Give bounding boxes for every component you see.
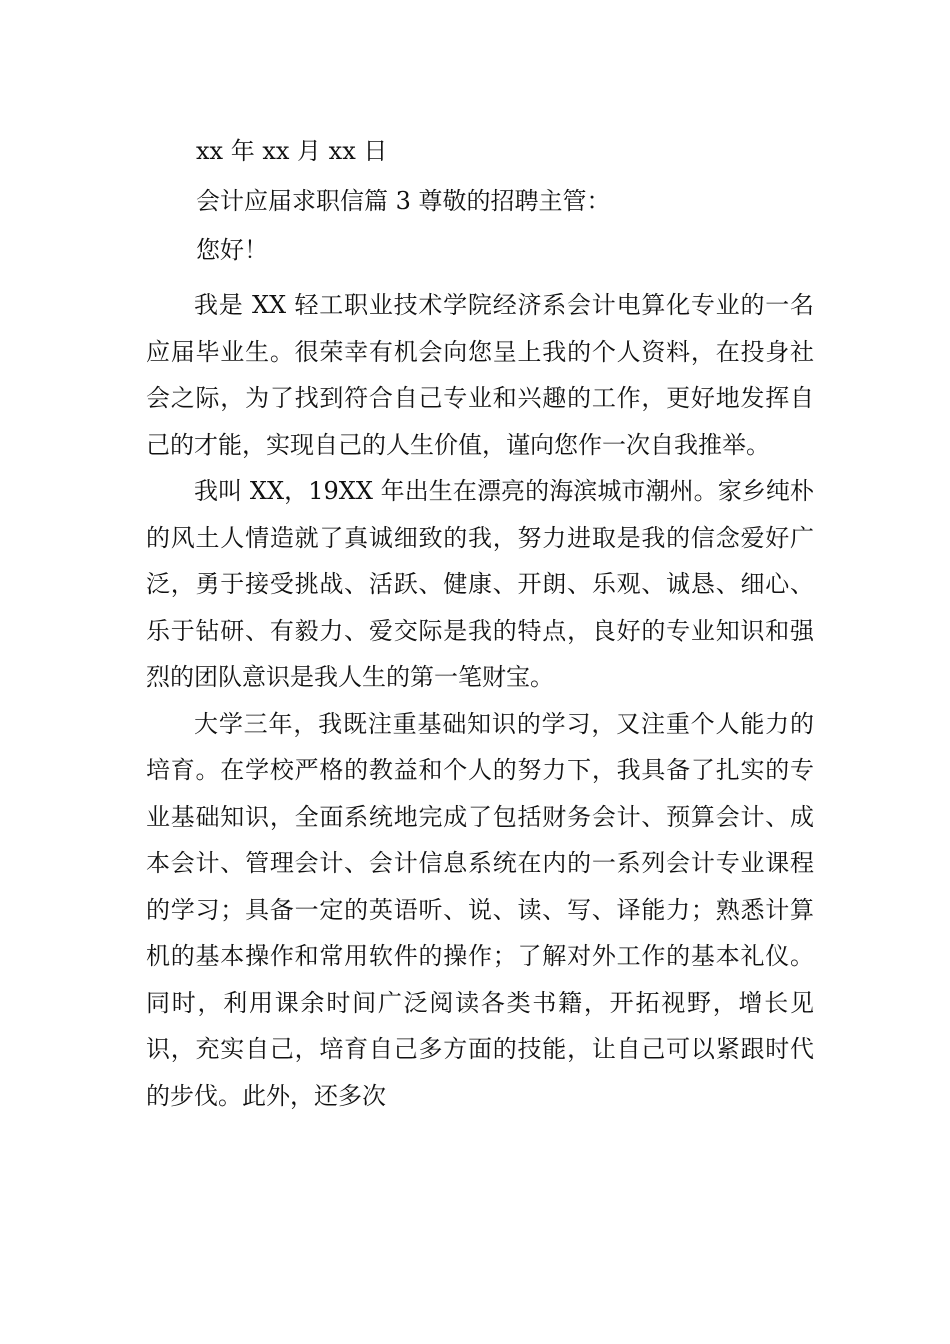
- letter-title: 会计应届求职信篇 3 尊敬的招聘主管：: [196, 187, 611, 215]
- letter-date: xx 年 xx 月 xx 日: [196, 137, 388, 165]
- body-paragraph-education: 大学三年，我既注重基础知识的学习，又注重个人能力的培育。在学校严格的教益和个人的努力下，我具备了扎实的专业基础知识，全面系统地完成了包括财务会计、预算会计、成本会计、管理会计、会计信息系统在内的一系列会计专业课程的学习；具备一定的英语听、说、读、写、译能力；熟悉计算机的基本操作和常用软件的操作；了解对外工作的基本礼仪。同时，利用课余时间广泛阅读各类书籍，开拓视野，增长见识，充实自己，培育自己多方面的技能，让自己可以紧跟时代的步伐。此外，还多次: [146, 709, 814, 1110]
- body-paragraph-introduction: 我是 XX 轻工职业技术学院经济系会计电算化专业的一名应届毕业生。很荣幸有机会向您呈上我的个人资料，在投身社会之际，为了找到符合自己专业和兴趣的工作，更好地发挥自己的才能，实现自己的人生价值，谨向您作一次自我推举。: [146, 291, 814, 459]
- body-paragraph-personal: 我叫 XX，19XX 年出生在漂亮的海滨城市潮州。家乡纯朴的风土人情造就了真诚细致的我，努力进取是我的信念爱好广泛，勇于接受挑战、活跃、健康、开朗、乐观、诚恳、细心、乐于钻研、有毅力、爱交际是我的特点，良好的专业知识和强烈的团队意识是我人生的第一笔财宝。: [146, 477, 814, 691]
- letter-body: [146, 282, 814, 1119]
- letter-greeting: 您好！: [196, 236, 268, 264]
